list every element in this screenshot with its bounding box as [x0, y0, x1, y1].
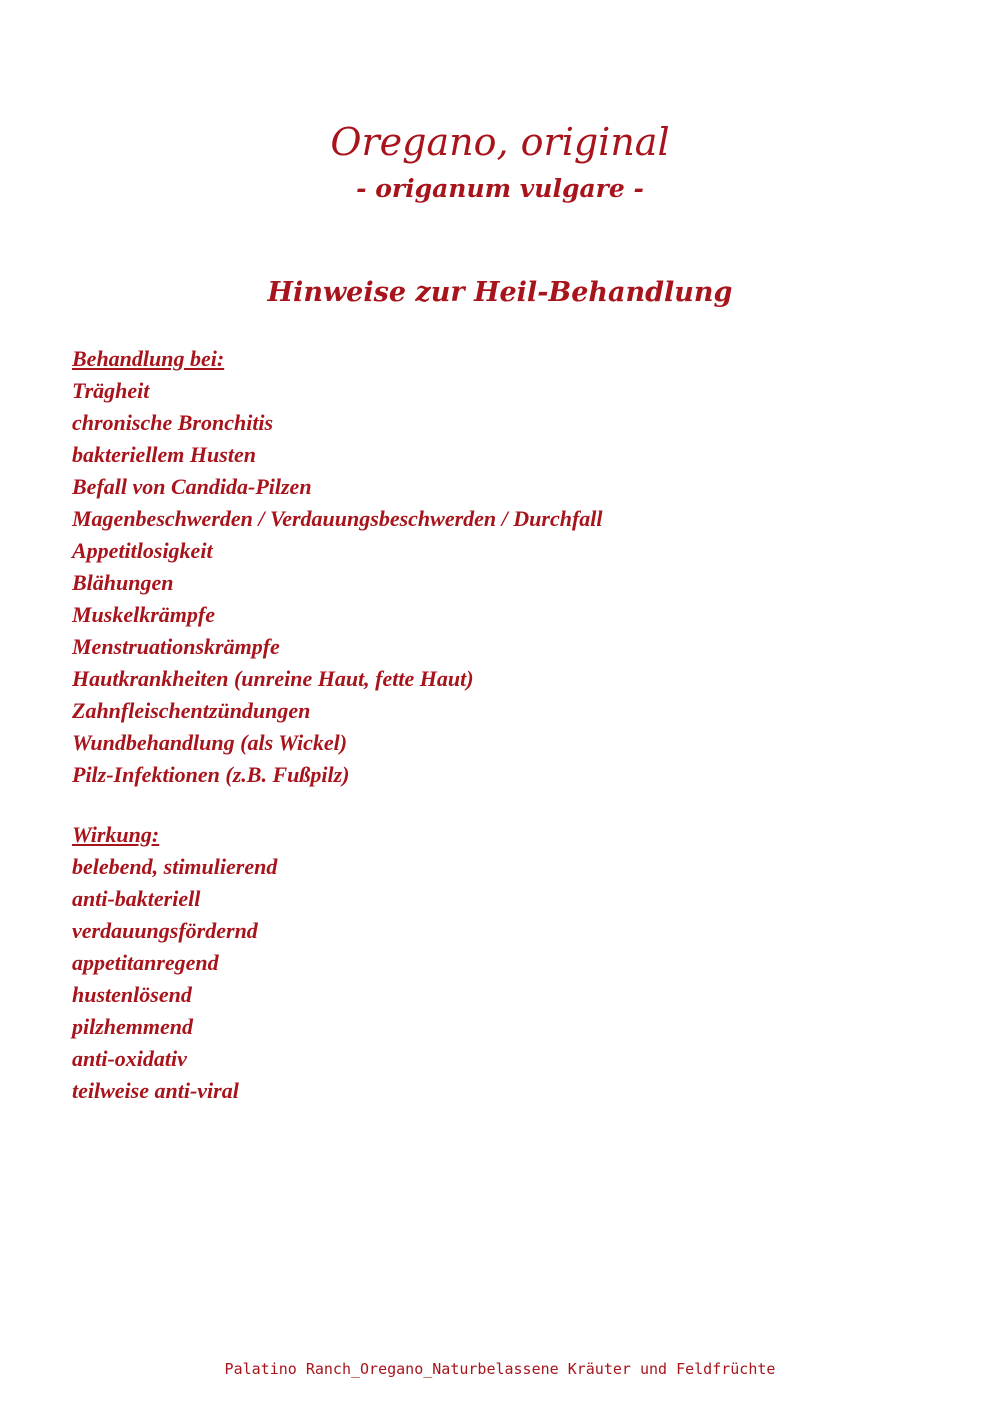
effect-item: teilweise anti-viral: [72, 1078, 239, 1103]
treatment-list: [72, 375, 932, 791]
treatment-item: Hautkrankheiten (unreine Haut, fette Haut): [72, 666, 474, 691]
effect-item: anti-oxidativ: [72, 1046, 187, 1071]
treatment-item: Trägheit: [72, 378, 150, 403]
treatment-item: chronische Bronchitis: [72, 410, 274, 435]
treatment-item: Zahnfleischentzündungen: [72, 698, 311, 723]
treatment-item: Menstruationskrämpfe: [72, 634, 280, 659]
treatment-item: Magenbeschwerden / Verdauungsbeschwerden / Durchfall: [72, 506, 603, 531]
treatment-item: Appetitlosigkeit: [72, 538, 213, 563]
treatment-item: Befall von Candida-Pilzen: [72, 474, 312, 499]
effect-item: hustenlösend: [72, 982, 192, 1007]
effect-item: belebend, stimulierend: [72, 854, 278, 879]
effect-section: [72, 819, 932, 1107]
section-title: Hinweise zur Heil-Behandlung: [267, 277, 733, 308]
document-subtitle: - origanum vulgare -: [356, 174, 644, 203]
treatment-section: [72, 343, 932, 791]
effect-item: anti-bakteriell: [72, 886, 201, 911]
effect-item: pilzhemmend: [72, 1014, 194, 1039]
effect-heading: Wirkung:: [72, 822, 160, 847]
treatment-item: Blähungen: [72, 570, 174, 595]
treatment-item: Wundbehandlung (als Wickel): [72, 730, 348, 755]
effect-item: verdauungsfördernd: [72, 918, 258, 943]
effect-list: [72, 851, 932, 1107]
treatment-item: Muskelkrämpfe: [72, 602, 215, 627]
treatment-item: Pilz-Infektionen (z.B. Fußpilz): [72, 762, 350, 787]
document-title: Oregano, original: [330, 120, 670, 164]
treatment-heading: Behandlung bei:: [72, 346, 225, 371]
effect-item: appetitanregend: [72, 950, 219, 975]
page-footer: Palatino Ranch_Oregano_Naturbelassene Kräuter und Feldfrüchte: [224, 1360, 776, 1378]
treatment-item: bakteriellem Husten: [72, 442, 256, 467]
